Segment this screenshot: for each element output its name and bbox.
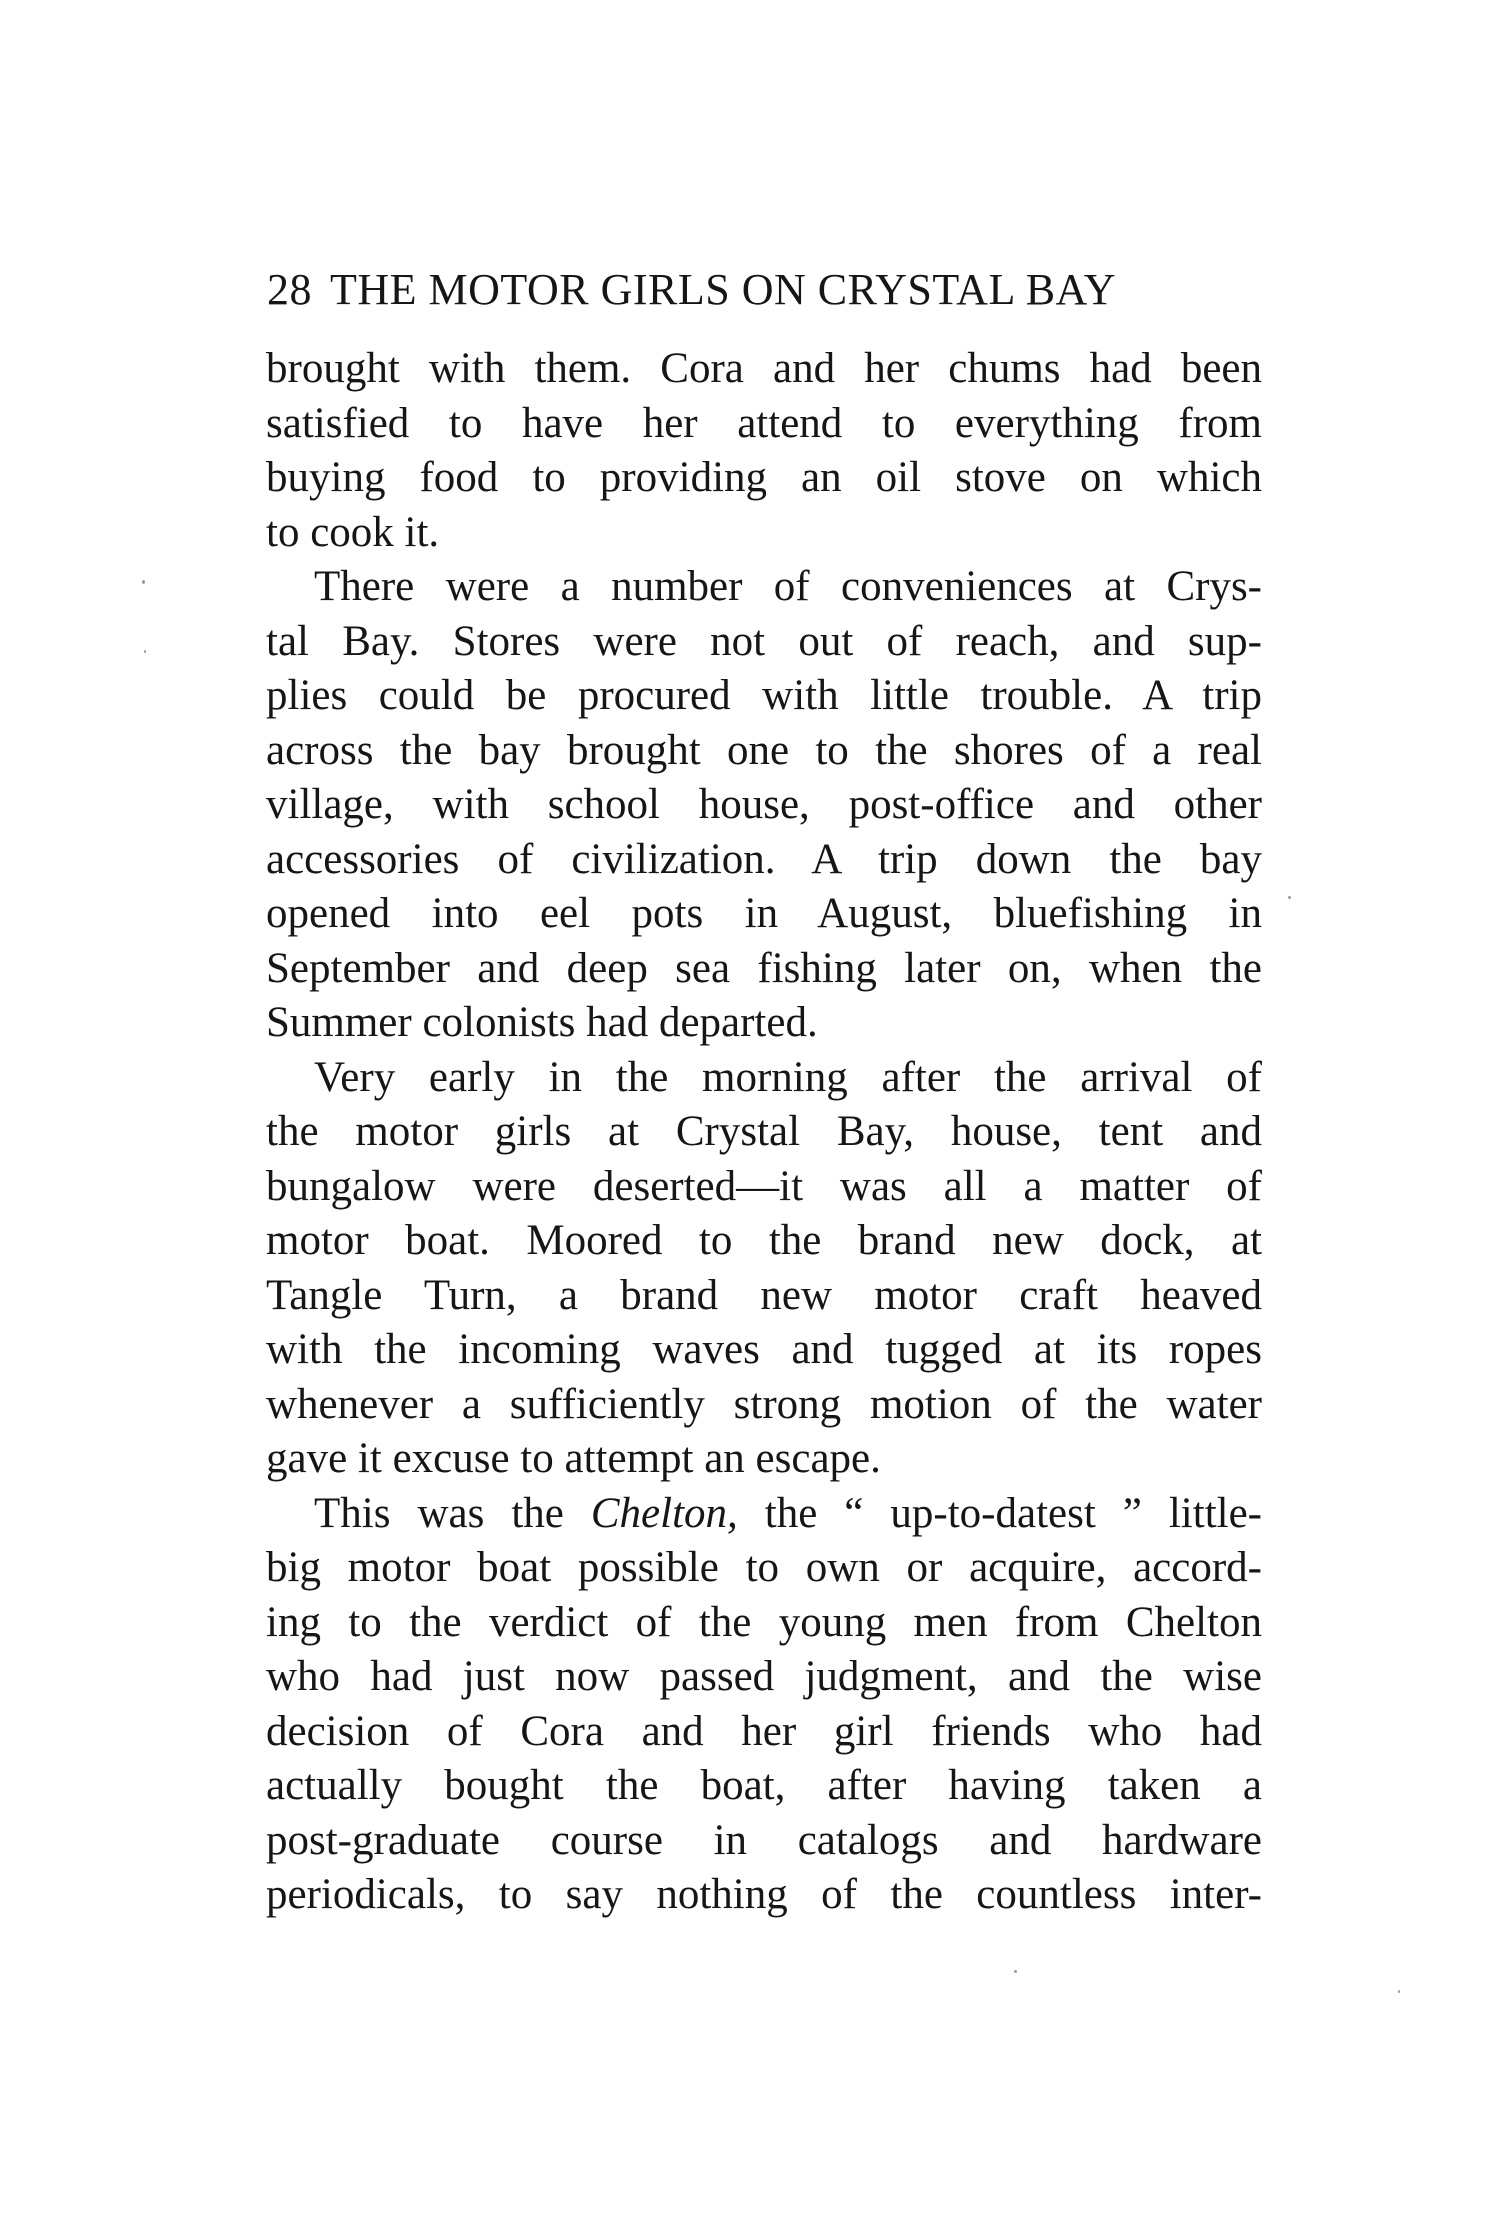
text-line: the motor girls at Crystal Bay, house, tent and xyxy=(266,1108,1262,1155)
text-line: ing to the verdict of the young men from Chelton xyxy=(266,1598,1262,1646)
text-line: motor boat. Moored to the brand new dock, at xyxy=(266,1217,1262,1264)
text-line: Tangle Turn, a brand new motor craft heaved xyxy=(266,1271,1262,1319)
text-line: actually bought the boat, after having taken a xyxy=(266,1762,1262,1809)
text-line: to cook it. xyxy=(266,508,440,556)
text-line: whenever a sufficiently strong motion of the water xyxy=(266,1380,1262,1428)
text-line: September and deep sea fishing later on, when the xyxy=(266,944,1262,992)
text-line: with the incoming waves and tugged at its ropes xyxy=(266,1326,1262,1373)
text-segment: This was the xyxy=(314,1489,591,1537)
text-line: buying food to providing an oil stove on which xyxy=(266,454,1262,501)
text-line: periodicals, to say nothing of the countless inter- xyxy=(266,1871,1262,1918)
text-line: plies could be procured with little trouble. A trip xyxy=(266,672,1262,719)
text-line: brought with them. Cora and her chums had been xyxy=(266,345,1262,392)
text-line: bungalow were deserted—it was all a matter of xyxy=(266,1162,1262,1210)
paragraph-first-line: There were a number of conveniences at Crys- xyxy=(314,563,1262,610)
boat-name: Chelton, xyxy=(590,1489,738,1537)
text-line: decision of Cora and her girl friends who had xyxy=(266,1707,1262,1755)
paragraph-first-line: Very early in the morning after the arrival of xyxy=(314,1053,1262,1101)
running-title: THE MOTOR GIRLS ON CRYSTAL BAY xyxy=(330,265,1117,314)
scan-speck xyxy=(1014,1970,1017,1973)
text-line: tal Bay. Stores were not out of reach, and sup- xyxy=(266,617,1262,665)
running-header xyxy=(267,260,1227,320)
scan-speck xyxy=(1288,896,1291,899)
text-line: who had just now passed judgment, and the wise xyxy=(266,1653,1262,1700)
text-line: Summer colonists had departed. xyxy=(266,999,818,1046)
text-line: gave it excuse to attempt an escape. xyxy=(266,1435,881,1482)
text-line: village, with school house, post-office and other xyxy=(266,781,1262,828)
text-line: opened into eel pots in August, bluefishing in xyxy=(266,890,1262,937)
text-line: satisfied to have her attend to everything from xyxy=(266,399,1262,447)
text-line: post-graduate course in catalogs and hardware xyxy=(266,1816,1262,1864)
text-line: accessories of civilization. A trip down the bay xyxy=(266,835,1262,883)
scan-speck xyxy=(1398,1990,1400,1993)
body-text xyxy=(266,342,1262,1923)
text-line: big motor boat possible to own or acquire, accord- xyxy=(266,1544,1262,1591)
scan-speck xyxy=(142,580,145,584)
paragraph-first-line xyxy=(266,1487,1262,1542)
page-number: 28 xyxy=(267,265,312,314)
text-segment: the “ up-to-datest ” little- xyxy=(737,1489,1262,1537)
text-line: across the bay brought one to the shores of a real xyxy=(266,726,1262,774)
scan-speck xyxy=(144,650,146,653)
